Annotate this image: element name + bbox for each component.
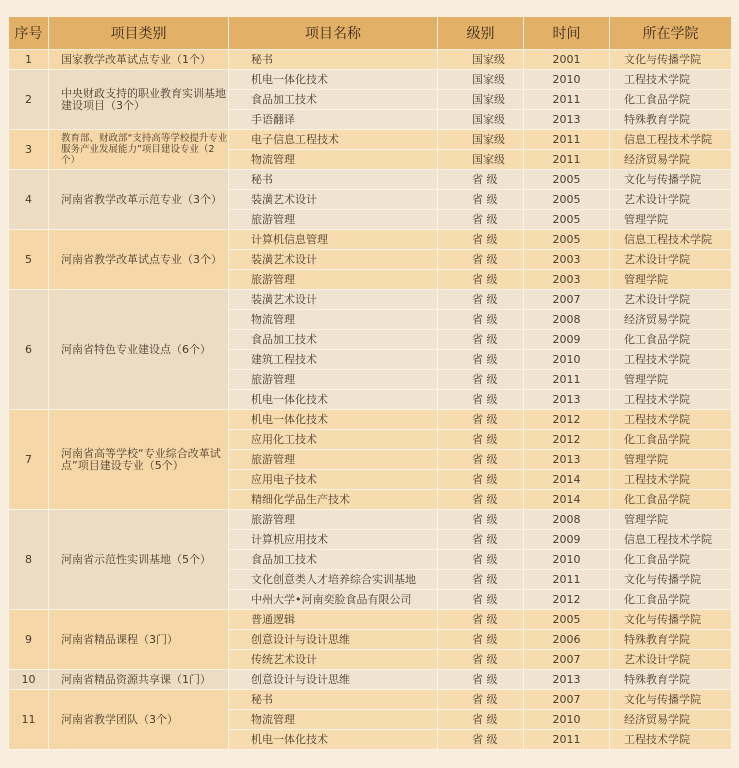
project-year: 2007	[524, 650, 610, 670]
project-level: 省 级	[438, 230, 524, 250]
project-level: 省 级	[438, 630, 524, 650]
project-name: 秘书	[229, 170, 438, 190]
header-no: 序号	[9, 17, 49, 50]
project-college: 文化与传播学院	[610, 610, 732, 630]
group-category: 河南省精品资源共享课（1门）	[49, 670, 229, 690]
project-year: 2010	[524, 710, 610, 730]
project-level: 省 级	[438, 410, 524, 430]
project-name: 精细化学品生产技术	[229, 490, 438, 510]
project-name: 旅游管理	[229, 370, 438, 390]
project-year: 2005	[524, 170, 610, 190]
project-name: 食品加工技术	[229, 550, 438, 570]
project-level: 省 级	[438, 210, 524, 230]
project-college: 经济贸易学院	[610, 150, 732, 170]
project-year: 2003	[524, 250, 610, 270]
project-year: 2006	[524, 630, 610, 650]
project-year: 2001	[524, 50, 610, 70]
project-level: 省 级	[438, 330, 524, 350]
project-level: 国家级	[438, 70, 524, 90]
project-year: 2003	[524, 270, 610, 290]
project-name: 应用电子技术	[229, 470, 438, 490]
project-college: 经济贸易学院	[610, 310, 732, 330]
project-name: 建筑工程技术	[229, 350, 438, 370]
project-year: 2012	[524, 590, 610, 610]
project-year: 2011	[524, 570, 610, 590]
project-level: 省 级	[438, 170, 524, 190]
project-level: 省 级	[438, 470, 524, 490]
project-college: 化工食品学院	[610, 590, 732, 610]
project-level: 省 级	[438, 430, 524, 450]
project-name: 机电一体化技术	[229, 730, 438, 750]
header-college: 所在学院	[610, 17, 732, 50]
project-level: 省 级	[438, 670, 524, 690]
project-name: 食品加工技术	[229, 90, 438, 110]
project-year: 2012	[524, 410, 610, 430]
table-row	[9, 290, 732, 310]
project-year: 2012	[524, 430, 610, 450]
project-college: 化工食品学院	[610, 330, 732, 350]
project-level: 省 级	[438, 290, 524, 310]
project-college: 信息工程技术学院	[610, 130, 732, 150]
project-college: 艺术设计学院	[610, 190, 732, 210]
project-college: 艺术设计学院	[610, 650, 732, 670]
project-year: 2011	[524, 150, 610, 170]
project-name: 机电一体化技术	[229, 390, 438, 410]
group-category: 河南省示范性实训基地（5个）	[49, 510, 229, 610]
project-college: 工程技术学院	[610, 410, 732, 430]
group-number: 4	[9, 170, 49, 230]
project-year: 2009	[524, 330, 610, 350]
project-name: 物流管理	[229, 310, 438, 330]
group-category: 国家教学改革试点专业（1个）	[49, 50, 229, 70]
project-college: 信息工程技术学院	[610, 230, 732, 250]
project-year: 2010	[524, 550, 610, 570]
project-name: 应用化工技术	[229, 430, 438, 450]
group-category: 河南省高等学校“专业综合改革试点”项目建设专业（5个）	[49, 410, 229, 510]
project-year: 2005	[524, 230, 610, 250]
project-year: 2005	[524, 190, 610, 210]
project-level: 省 级	[438, 250, 524, 270]
project-level: 省 级	[438, 550, 524, 570]
header-category: 项目类别	[49, 17, 229, 50]
group-category: 河南省教学改革示范专业（3个）	[49, 170, 229, 230]
project-college: 文化与传播学院	[610, 690, 732, 710]
project-level: 省 级	[438, 310, 524, 330]
project-name: 创意设计与设计思维	[229, 630, 438, 650]
project-level: 省 级	[438, 270, 524, 290]
group-category: 河南省特色专业建设点（6个）	[49, 290, 229, 410]
project-name: 秘书	[229, 690, 438, 710]
project-year: 2007	[524, 290, 610, 310]
project-college: 特殊教育学院	[610, 670, 732, 690]
group-number: 2	[9, 70, 49, 130]
group-category: 河南省精品课程（3门）	[49, 610, 229, 670]
project-level: 省 级	[438, 490, 524, 510]
project-level: 国家级	[438, 130, 524, 150]
group-number: 9	[9, 610, 49, 670]
header-year: 时间	[524, 17, 610, 50]
table-row	[9, 510, 732, 530]
header-name: 项目名称	[229, 17, 438, 50]
project-year: 2011	[524, 90, 610, 110]
project-college: 管理学院	[610, 270, 732, 290]
project-year: 2005	[524, 610, 610, 630]
group-number: 1	[9, 50, 49, 70]
project-level: 省 级	[438, 370, 524, 390]
table-header-row	[9, 17, 732, 50]
project-college: 化工食品学院	[610, 490, 732, 510]
project-college: 文化与传播学院	[610, 570, 732, 590]
group-category: 河南省教学改革试点专业（3个）	[49, 230, 229, 290]
project-name: 旅游管理	[229, 210, 438, 230]
project-name: 中州大学•河南奕脸食品有限公司	[229, 590, 438, 610]
project-level: 省 级	[438, 730, 524, 750]
project-year: 2011	[524, 370, 610, 390]
project-year: 2013	[524, 670, 610, 690]
project-college: 管理学院	[610, 510, 732, 530]
group-number: 10	[9, 670, 49, 690]
project-name: 机电一体化技术	[229, 410, 438, 430]
project-level: 省 级	[438, 450, 524, 470]
project-name: 装潢艺术设计	[229, 290, 438, 310]
project-level: 省 级	[438, 570, 524, 590]
project-name: 手语翻译	[229, 110, 438, 130]
project-level: 省 级	[438, 590, 524, 610]
project-college: 化工食品学院	[610, 550, 732, 570]
project-name: 食品加工技术	[229, 330, 438, 350]
project-year: 2008	[524, 310, 610, 330]
project-college: 文化与传播学院	[610, 170, 732, 190]
project-level: 省 级	[438, 390, 524, 410]
project-name: 文化创意类人才培养综合实训基地	[229, 570, 438, 590]
project-college: 管理学院	[610, 450, 732, 470]
project-name: 物流管理	[229, 150, 438, 170]
project-level: 省 级	[438, 690, 524, 710]
project-name: 旅游管理	[229, 270, 438, 290]
project-year: 2013	[524, 450, 610, 470]
projects-table	[8, 16, 732, 750]
project-name: 装潢艺术设计	[229, 190, 438, 210]
group-number: 8	[9, 510, 49, 610]
table-row	[9, 670, 732, 690]
project-college: 管理学院	[610, 370, 732, 390]
project-year: 2010	[524, 350, 610, 370]
group-category: 教育部、财政部“支持高等学校提升专业服务产业发展能力”项目建设专业（2个）	[49, 130, 229, 170]
project-college: 艺术设计学院	[610, 290, 732, 310]
project-college: 工程技术学院	[610, 730, 732, 750]
project-year: 2010	[524, 70, 610, 90]
project-level: 省 级	[438, 350, 524, 370]
project-college: 管理学院	[610, 210, 732, 230]
project-level: 国家级	[438, 50, 524, 70]
group-number: 6	[9, 290, 49, 410]
project-college: 艺术设计学院	[610, 250, 732, 270]
group-number: 3	[9, 130, 49, 170]
project-level: 省 级	[438, 710, 524, 730]
project-level: 省 级	[438, 530, 524, 550]
table-row	[9, 610, 732, 630]
project-college: 工程技术学院	[610, 470, 732, 490]
project-year: 2007	[524, 690, 610, 710]
project-college: 特殊教育学院	[610, 110, 732, 130]
project-name: 旅游管理	[229, 510, 438, 530]
project-name: 普通逻辑	[229, 610, 438, 630]
project-level: 国家级	[438, 110, 524, 130]
table-row	[9, 410, 732, 430]
table-row	[9, 230, 732, 250]
project-year: 2008	[524, 510, 610, 530]
project-college: 工程技术学院	[610, 70, 732, 90]
project-year: 2013	[524, 110, 610, 130]
project-year: 2011	[524, 730, 610, 750]
table-body	[9, 50, 732, 750]
project-college: 文化与传播学院	[610, 50, 732, 70]
project-level: 省 级	[438, 510, 524, 530]
project-name: 传统艺术设计	[229, 650, 438, 670]
table-row	[9, 50, 732, 70]
project-college: 经济贸易学院	[610, 710, 732, 730]
header-level: 级别	[438, 17, 524, 50]
group-category: 中央财政支持的职业教育实训基地建设项目（3个）	[49, 70, 229, 130]
project-name: 物流管理	[229, 710, 438, 730]
table-row	[9, 130, 732, 150]
table-row	[9, 70, 732, 90]
project-college: 工程技术学院	[610, 350, 732, 370]
project-year: 2005	[524, 210, 610, 230]
project-level: 省 级	[438, 610, 524, 630]
project-college: 化工食品学院	[610, 90, 732, 110]
table-row	[9, 170, 732, 190]
project-college: 化工食品学院	[610, 430, 732, 450]
group-number: 7	[9, 410, 49, 510]
project-level: 省 级	[438, 650, 524, 670]
group-number: 11	[9, 690, 49, 750]
project-name: 装潢艺术设计	[229, 250, 438, 270]
project-name: 机电一体化技术	[229, 70, 438, 90]
project-year: 2009	[524, 530, 610, 550]
table-row	[9, 690, 732, 710]
project-year: 2013	[524, 390, 610, 410]
project-year: 2014	[524, 490, 610, 510]
project-level: 国家级	[438, 90, 524, 110]
project-year: 2011	[524, 130, 610, 150]
project-level: 国家级	[438, 150, 524, 170]
project-name: 计算机应用技术	[229, 530, 438, 550]
project-name: 创意设计与设计思维	[229, 670, 438, 690]
project-name: 电子信息工程技术	[229, 130, 438, 150]
group-number: 5	[9, 230, 49, 290]
project-year: 2014	[524, 470, 610, 490]
project-name: 计算机信息管理	[229, 230, 438, 250]
project-college: 特殊教育学院	[610, 630, 732, 650]
project-college: 工程技术学院	[610, 390, 732, 410]
project-level: 省 级	[438, 190, 524, 210]
project-name: 秘书	[229, 50, 438, 70]
group-category: 河南省教学团队（3个）	[49, 690, 229, 750]
project-name: 旅游管理	[229, 450, 438, 470]
project-college: 信息工程技术学院	[610, 530, 732, 550]
